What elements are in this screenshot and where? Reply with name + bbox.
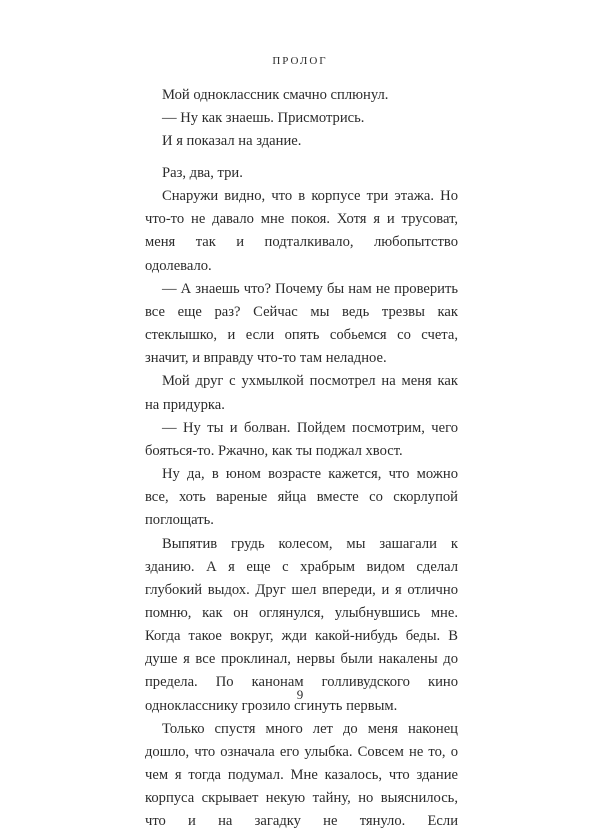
paragraph: Раз, два, три. (162, 165, 243, 181)
paragraph: Мой одноклассник смачно сплюнул. (162, 87, 389, 103)
text-block-top (145, 84, 458, 153)
paragraph: — Ну как знаешь. Присмотрись. (162, 110, 365, 127)
page-number: 9 (296, 687, 304, 702)
paragraph: Снаружи видно, что в корпусе три этажа. Но что-то не давало мне покоя. Хотя я и трусоват, меня так и подталкивало, любопытство одолевало. (145, 188, 458, 274)
paragraph: Только спустя много лет до меня наконец дошло, что означала его улыбка. Совсем не то, о чем я тогда подумал. Мне казалось, что здание корпуса скрывает некую тайну, но выяснилось, что и на загадку не тянуло. Если (145, 720, 458, 830)
paragraph: — Ну ты и болван. Пойдем посмотрим, чего бояться-то. Ржачно, как ты поджал хвост. (145, 419, 458, 459)
paragraph: Мой друг с ухмылкой посмотрел на меня как на придурка. (145, 373, 458, 413)
paragraph: Выпятив грудь колесом, мы зашагали к зданию. А я еще с храбрым видом сделал глубокий выдох. Друг шел впереди, и я отлично помню, как он оглянулся, улыбнувшись мне. Когда такое вокруг, жди какой-нибудь беды. В душе я все проклинал, нервы были накалены до предела. По канонам голливудского кино однокласснику грозило сгинуть первым. (145, 535, 458, 714)
paragraph: — А знаешь что? Почему бы нам не проверить все еще раз? Сейчас мы ведь трезвы как стеклышко, и если опять собьемся со счета, значит, и вправду что-то там неладное. (145, 280, 458, 367)
text-block-main (145, 162, 458, 834)
paragraph: И я показал на здание. (162, 133, 302, 150)
paragraph: Ну да, в юном возрасте кажется, что можно все, хоть вареные яйца вместе со скорлупой поглощать. (145, 466, 458, 529)
running-header: ПРОЛОГ (272, 55, 328, 67)
